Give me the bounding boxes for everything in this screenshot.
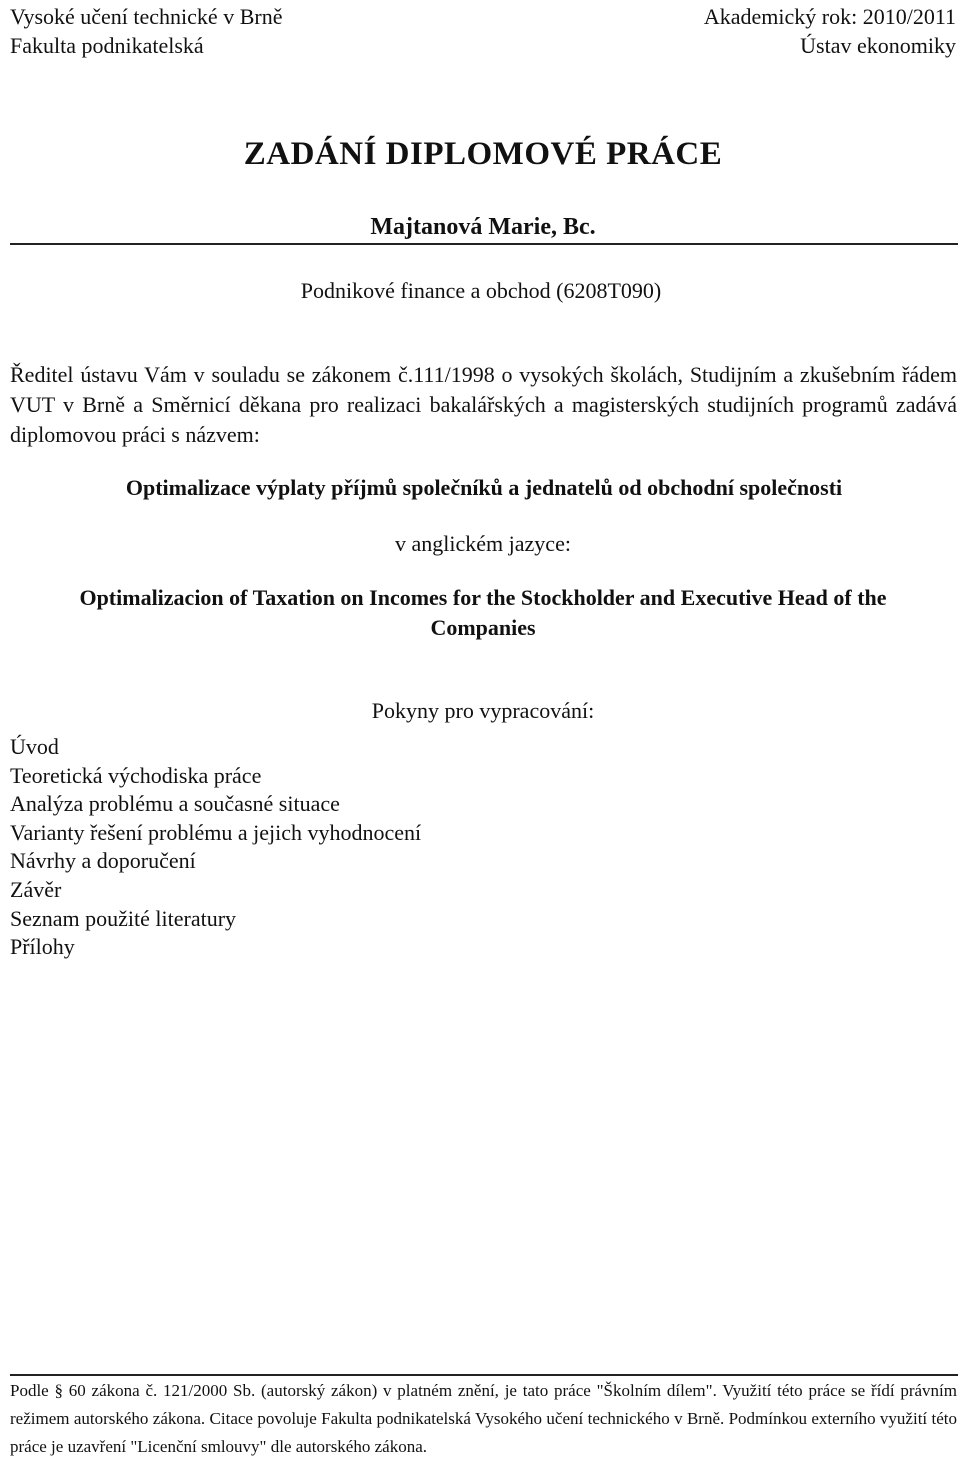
english-language-label: v anglickém jazyce: [395,531,571,556]
outline-item: Návrhy a doporučení [10,848,196,874]
faculty-name: Fakulta podnikatelská [10,33,204,58]
outline-item: Varianty řešení problému a jejich vyhodnocení [10,819,422,845]
study-program: Podnikové finance a obchod (6208T090) [300,278,662,303]
top-divider [10,243,958,245]
outline-item: Teoretická východiska práce [10,762,262,788]
intro-paragraph: Ředitel ústavu Vám v souladu se zákonem č.111/1998 o vysokých školách, Studijním a zkušebním řádem VUT v Brně a Směrnicí děkana pro realizaci bakalářských a magisterských studijních programů zadává diplomovou práci s názvem: [10,362,957,447]
thesis-title-czech: Optimalizace výplaty příjmů společníků a jednatelů od obchodní společnosti [125,475,843,500]
copyright-note: Podle § 60 zákona č. 121/2000 Sb. (autorský zákon) v platném znění, je tato práce "Školním dílem". Využití této práce se řídí právním režimem autorského zákona. Citace povoluje Fakulta podnikatelská Vysokého učení technického v Brně. Podmínkou externího využití této práce je uzavření "Licenční smlouvy" dle autorského zákona. [10,1381,957,1456]
instructions-heading: Pokyny pro vypracování: [371,698,595,723]
academic-year: Akademický rok: 2010/2011 [703,4,956,29]
outline-item: Seznam použité literatury [10,905,237,931]
footer-divider [10,1374,958,1376]
outline-item: Úvod [10,734,59,759]
header-right [704,2,956,60]
university-name: Vysoké učení technické v Brně [10,4,283,29]
document-title: ZADÁNÍ DIPLOMOVÉ PRÁCE [243,136,723,172]
outline-item: Analýza problému a současné situace [10,791,340,817]
student-name: Majtanová Marie, Bc. [370,214,596,240]
thesis-outline [10,733,421,962]
header-left [10,2,282,60]
thesis-title-english: Optimalizacion of Taxation on Incomes for the Stockholder and Executive Head of the Companies [79,585,887,640]
department-name: Ústav ekonomiky [800,33,956,58]
outline-item: Přílohy [10,934,75,960]
outline-item: Závěr [10,876,62,902]
